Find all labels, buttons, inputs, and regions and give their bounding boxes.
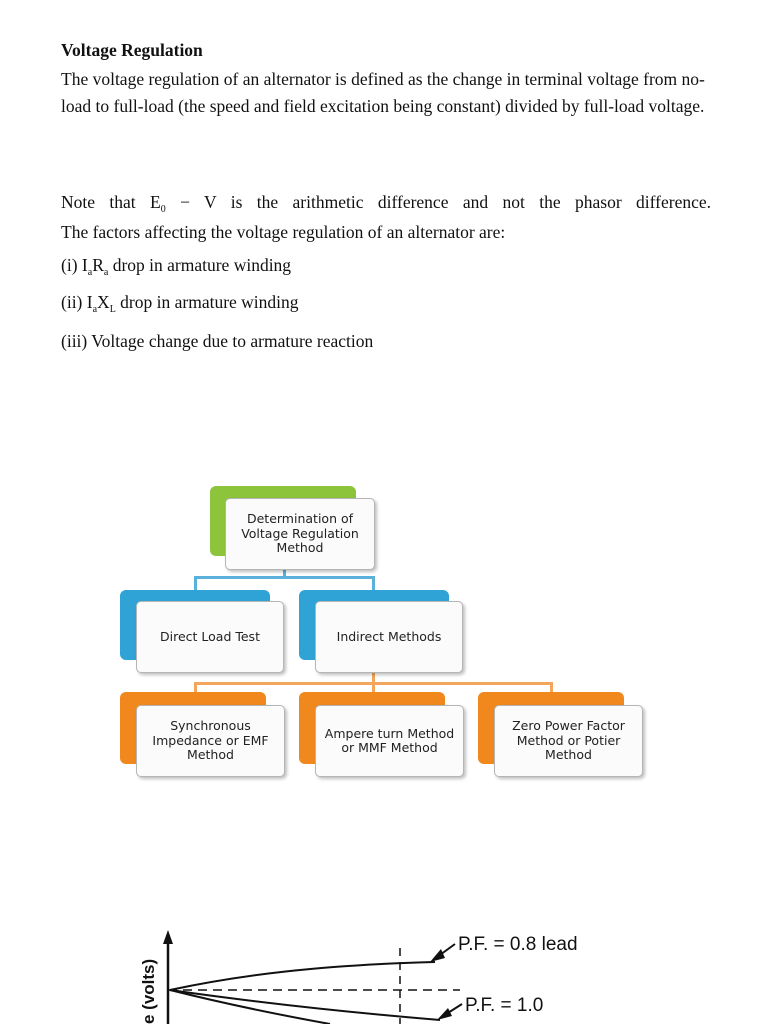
factor-2-sub2: L [109, 304, 116, 315]
curve-label-unity: P.F. = 1.0 [465, 995, 544, 1016]
factor-2-prefix: (ii) I [61, 292, 93, 312]
factor-1-suffix: drop in armature winding [108, 255, 292, 275]
graph-ylabel: e (volts) [139, 958, 158, 1024]
note-suffix: − V is the arithmetic difference and not the phasor difference. [165, 192, 711, 212]
factor-item-3: (iii) Voltage change due to armature reaction [61, 331, 374, 351]
indirect-methods-label: Indirect Methods [315, 601, 463, 673]
note-sub: 0 [160, 204, 166, 215]
factor-2-sub1: a [92, 304, 98, 315]
factor-2-suffix: drop in armature winding [115, 292, 299, 312]
section-heading: Voltage Regulation [61, 40, 203, 60]
synchronous-impedance-label: Synchronous Impedance or EMF Method [136, 705, 285, 777]
curve-label-lead: P.F. = 0.8 lead [458, 934, 578, 955]
factor-1-prefix: (i) I [61, 255, 88, 275]
zero-power-factor-label: Zero Power Factor Method or Potier Method [494, 705, 643, 777]
factors-intro: The factors affecting the voltage regulation of an alternator are: [61, 222, 506, 242]
ampere-turn-label: Ampere turn Method or MMF Method [315, 705, 464, 777]
factor-1-sub2: a [103, 267, 109, 278]
direct-load-test-label: Direct Load Test [136, 601, 284, 673]
note-prefix: Note that E [61, 192, 161, 212]
definition-paragraph: The voltage regulation of an alternator is defined as the change in terminal voltage from no-load to full-load (the speed and field excitation being constant) divided by full-load voltage. [61, 69, 705, 116]
root-node-label: Determination of Voltage Regulation Method [225, 498, 375, 570]
factor-1-sub1: a [87, 267, 93, 278]
factor-1-mid: R [92, 255, 104, 275]
factor-2-mid: X [97, 292, 110, 312]
